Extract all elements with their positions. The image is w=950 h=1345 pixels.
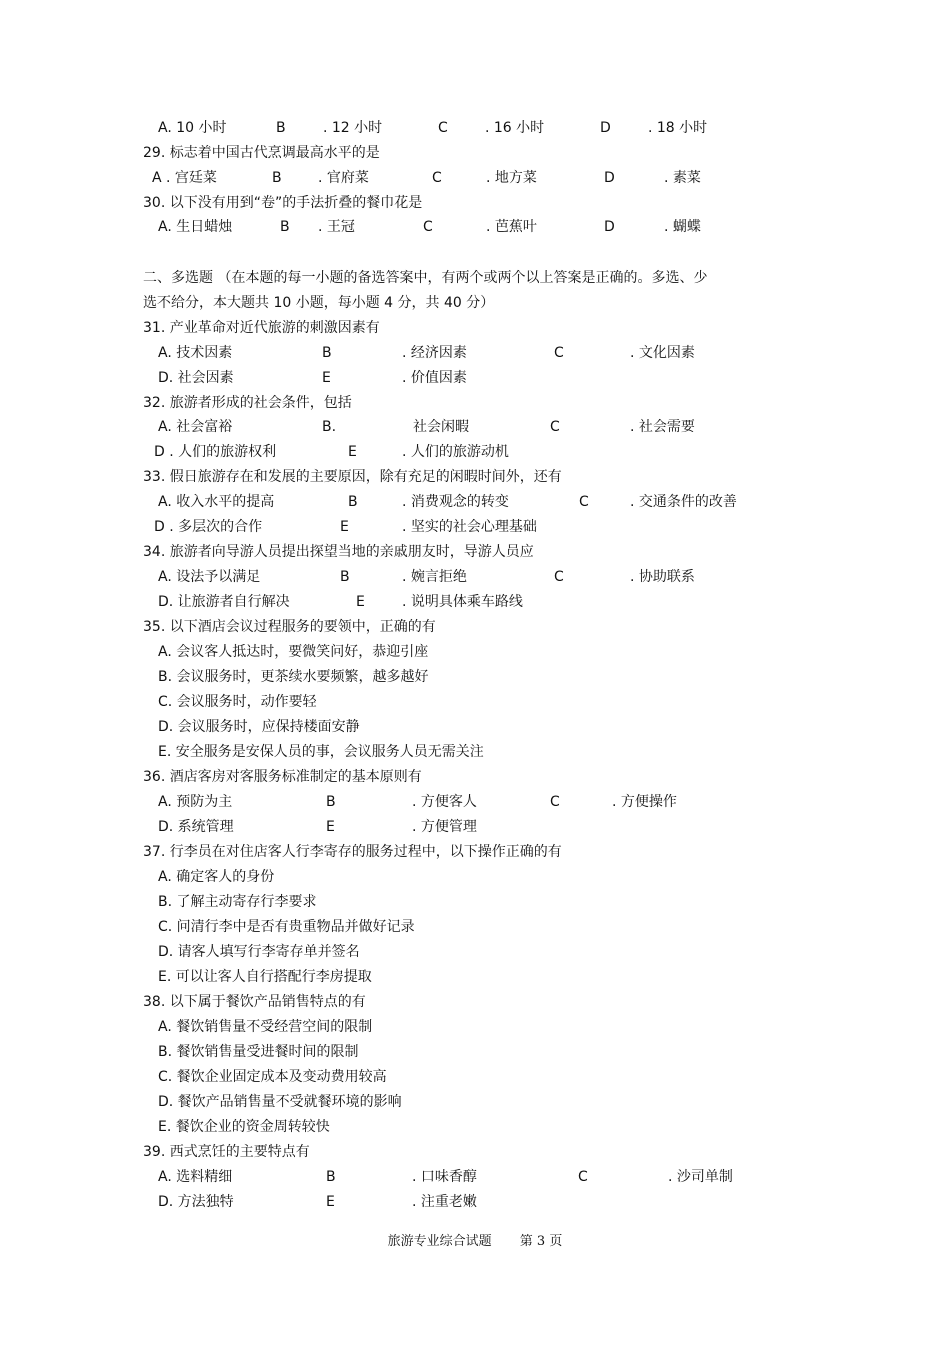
- text-segment: E: [356, 594, 365, 610]
- text-segment: D: [600, 120, 611, 136]
- text-segment: . 坚实的社会心理基础: [402, 519, 537, 535]
- option-line: [158, 866, 798, 888]
- text-segment: D: [604, 219, 615, 235]
- text-segment: 30. 以下没有用到“卷”的手法折叠的餐巾花是: [143, 195, 423, 211]
- text-segment: A. 确定客人的身份: [158, 869, 275, 885]
- option-line: [158, 1066, 798, 1088]
- text-segment: E: [340, 519, 349, 535]
- text-segment: 31. 产业革命对近代旅游的刺激因素有: [143, 320, 380, 336]
- footer-page-number: 第 3 页: [519, 1234, 563, 1249]
- text-segment: . 方便客人: [412, 794, 477, 810]
- text-segment: . 文化因素: [630, 345, 695, 361]
- text-segment: A. 10 小时: [158, 120, 227, 136]
- text-segment: . 12 小时: [323, 120, 383, 136]
- text-segment: 37. 行李员在对住店客人行李寄存的服务过程中，以下操作正确的有: [143, 844, 562, 860]
- question-line: [143, 766, 783, 788]
- text-segment: 社会闲暇: [413, 419, 469, 435]
- text-segment: C: [550, 794, 560, 810]
- text-segment: A. 技术因素: [158, 345, 233, 361]
- option-line: [158, 1016, 798, 1038]
- question-line: [143, 192, 783, 214]
- text-segment: 38. 以下属于餐饮产品销售特点的有: [143, 994, 366, 1010]
- text-segment: B. 了解主动寄存行李要求: [158, 894, 317, 910]
- option-line: [158, 816, 798, 838]
- option-line: [158, 416, 798, 438]
- text-segment: . 王冠: [318, 219, 355, 235]
- text-segment: 35. 以下酒店会议过程服务的要领中，正确的有: [143, 619, 436, 635]
- text-segment: D. 系统管理: [158, 819, 234, 835]
- option-line: [152, 167, 798, 189]
- text-segment: D. 社会因素: [158, 370, 234, 386]
- option-line: [158, 566, 798, 588]
- text-segment: D. 餐饮产品销售量不受就餐环境的影响: [158, 1094, 402, 1110]
- text-segment: B: [326, 1169, 336, 1185]
- text-segment: C. 问清行李中是否有贵重物品并做好记录: [158, 919, 415, 935]
- footer-title: 旅游专业综合试题: [387, 1234, 492, 1249]
- section-heading: [143, 292, 783, 314]
- text-segment: E. 安全服务是安保人员的事，会议服务人员无需关注: [158, 744, 484, 760]
- option-line: [158, 741, 798, 763]
- section-heading: [143, 267, 783, 289]
- option-line: [154, 441, 798, 463]
- text-segment: . 消费观念的转变: [402, 494, 509, 510]
- text-segment: 39. 西式烹饪的主要特点有: [143, 1144, 310, 1160]
- option-line: [158, 941, 798, 963]
- text-segment: . 蝴蝶: [664, 219, 701, 235]
- text-segment: C: [432, 170, 442, 186]
- option-line: [158, 491, 798, 513]
- option-line: [158, 1041, 798, 1063]
- text-segment: B.: [322, 419, 337, 435]
- text-segment: 36. 酒店客房对客服务标准制定的基本原则有: [143, 769, 422, 785]
- option-line: [158, 891, 798, 913]
- text-segment: B: [280, 219, 290, 235]
- text-segment: C: [554, 345, 564, 361]
- text-segment: . 经济因素: [402, 345, 467, 361]
- text-segment: A. 社会富裕: [158, 419, 233, 435]
- option-line: [158, 1091, 798, 1113]
- text-segment: E: [322, 370, 331, 386]
- text-segment: D. 请客人填写行李寄存单并签名: [158, 944, 360, 960]
- text-segment: 选不给分，本大题共 10 小题，每小题 4 分，共 40 分）: [143, 295, 495, 311]
- option-line: [158, 1116, 798, 1138]
- text-segment: 29. 标志着中国古代烹调最高水平的是: [143, 145, 380, 161]
- text-segment: A. 预防为主: [158, 794, 233, 810]
- text-segment: . 官府菜: [318, 170, 369, 186]
- option-line: [158, 691, 798, 713]
- page-footer: [0, 1232, 950, 1252]
- text-segment: C: [550, 419, 560, 435]
- option-line: [154, 516, 798, 538]
- text-segment: B. 餐饮销售量受进餐时间的限制: [158, 1044, 359, 1060]
- text-segment: B: [348, 494, 358, 510]
- text-segment: . 素菜: [664, 170, 701, 186]
- option-line: [158, 591, 798, 613]
- text-segment: . 沙司单制: [668, 1169, 733, 1185]
- option-line: [158, 916, 798, 938]
- text-segment: . 口味香醇: [412, 1169, 477, 1185]
- text-segment: . 方便管理: [412, 819, 477, 835]
- text-segment: C. 餐饮企业固定成本及变动费用较高: [158, 1069, 387, 1085]
- text-segment: C: [438, 120, 448, 136]
- text-segment: . 芭蕉叶: [486, 219, 537, 235]
- text-segment: . 说明具体乘车路线: [402, 594, 523, 610]
- question-line: [143, 392, 783, 414]
- option-line: [158, 367, 798, 389]
- option-line: [158, 791, 798, 813]
- text-segment: B. 会议服务时，更茶续水要频繁，越多越好: [158, 669, 429, 685]
- option-line: [158, 716, 798, 738]
- text-segment: . 交通条件的改善: [630, 494, 737, 510]
- text-segment: . 方便操作: [612, 794, 677, 810]
- option-line: [158, 1166, 798, 1188]
- text-segment: D . 多层次的合作: [154, 519, 263, 535]
- text-segment: A. 设法予以满足: [158, 569, 261, 585]
- text-segment: 33. 假日旅游存在和发展的主要原因，除有充足的闲暇时间外，还有: [143, 469, 562, 485]
- text-segment: D. 方法独特: [158, 1194, 234, 1210]
- question-line: [143, 142, 783, 164]
- text-segment: B: [326, 794, 336, 810]
- text-segment: 二、多选题 （在本题的每一小题的备选答案中，有两个或两个以上答案是正确的。多选、少: [143, 270, 708, 286]
- text-segment: C: [578, 1169, 588, 1185]
- question-line: [143, 616, 783, 638]
- option-line: [158, 1191, 798, 1213]
- text-segment: E: [326, 819, 335, 835]
- text-segment: B: [340, 569, 350, 585]
- text-segment: . 地方菜: [486, 170, 537, 186]
- text-segment: . 18 小时: [648, 120, 708, 136]
- text-segment: E: [326, 1194, 335, 1210]
- text-segment: . 注重老嫩: [412, 1194, 477, 1210]
- text-segment: 32. 旅游者形成的社会条件，包括: [143, 395, 352, 411]
- text-segment: B: [322, 345, 332, 361]
- question-line: [143, 1141, 783, 1163]
- text-segment: D. 让旅游者自行解决: [158, 594, 290, 610]
- text-segment: A. 餐饮销售量不受经营空间的限制: [158, 1019, 373, 1035]
- text-segment: . 协助联系: [630, 569, 695, 585]
- question-line: [143, 991, 783, 1013]
- text-segment: D: [604, 170, 615, 186]
- text-segment: D . 人们的旅游权利: [154, 444, 277, 460]
- text-segment: D. 会议服务时，应保持楼面安静: [158, 719, 360, 735]
- text-segment: A. 生日蜡烛: [158, 219, 233, 235]
- text-segment: A. 收入水平的提高: [158, 494, 275, 510]
- option-line: [158, 666, 798, 688]
- option-line: [158, 641, 798, 663]
- text-segment: A. 选料精细: [158, 1169, 233, 1185]
- text-segment: . 婉言拒绝: [402, 569, 467, 585]
- text-segment: . 人们的旅游动机: [402, 444, 509, 460]
- text-segment: A . 宫廷菜: [152, 170, 217, 186]
- text-segment: . 价值因素: [402, 370, 467, 386]
- question-line: [143, 541, 783, 563]
- text-segment: E. 餐饮企业的资金周转较快: [158, 1119, 330, 1135]
- text-segment: E. 可以让客人自行搭配行李房提取: [158, 969, 372, 985]
- text-segment: A. 会议客人抵达时，要微笑问好，恭迎引座: [158, 644, 429, 660]
- option-line: [158, 216, 798, 238]
- text-segment: E: [348, 444, 357, 460]
- option-line: [158, 342, 798, 364]
- text-segment: . 社会需要: [630, 419, 695, 435]
- text-segment: B: [276, 120, 286, 136]
- question-line: [143, 841, 783, 863]
- text-segment: C: [579, 494, 589, 510]
- text-segment: . 16 小时: [485, 120, 545, 136]
- text-segment: 34. 旅游者向导游人员提出探望当地的亲戚朋友时，导游人员应: [143, 544, 534, 560]
- option-line: [158, 966, 798, 988]
- text-segment: B: [272, 170, 282, 186]
- question-line: [143, 317, 783, 339]
- text-segment: C: [423, 219, 433, 235]
- text-segment: C: [554, 569, 564, 585]
- question-line: [143, 466, 783, 488]
- option-line: [158, 117, 798, 139]
- text-segment: C. 会议服务时，动作要轻: [158, 694, 317, 710]
